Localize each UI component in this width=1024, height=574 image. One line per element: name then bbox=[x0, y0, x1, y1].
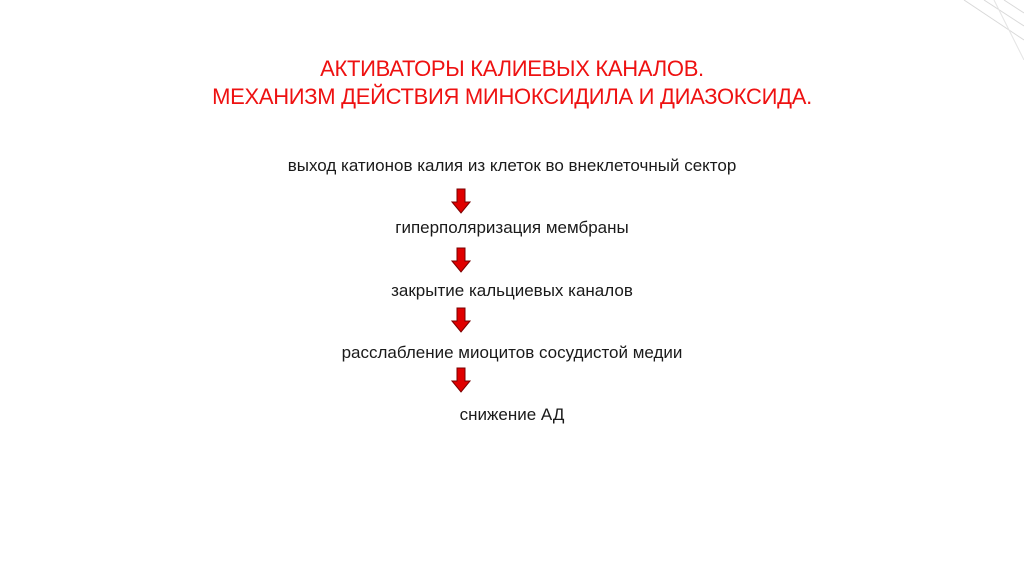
down-arrow-icon bbox=[451, 188, 471, 214]
step-calcium-channel-closure: закрытие кальциевых каналов bbox=[391, 281, 633, 300]
down-arrow-icon bbox=[451, 367, 471, 393]
step-myocyte-relaxation: расслабление миоцитов сосудистой медии bbox=[341, 343, 683, 362]
down-arrow-icon bbox=[451, 247, 471, 273]
title-line-2: МЕХАНИЗМ ДЕЙСТВИЯ МИНОКСИДИЛА И ДИАЗОКСИДА. bbox=[212, 84, 812, 109]
title-line-1: АКТИВАТОРЫ КАЛИЕВЫХ КАНАЛОВ. bbox=[320, 56, 704, 81]
corner-decoration-icon bbox=[934, 0, 1024, 60]
slide-title bbox=[0, 55, 1024, 111]
step-blood-pressure-decrease: снижение АД bbox=[459, 405, 565, 424]
down-arrow-icon bbox=[451, 307, 471, 333]
step-potassium-efflux: выход катионов калия из клеток во внеклеточный сектор bbox=[287, 156, 737, 175]
step-hyperpolarization: гиперполяризация мембраны bbox=[395, 218, 629, 237]
